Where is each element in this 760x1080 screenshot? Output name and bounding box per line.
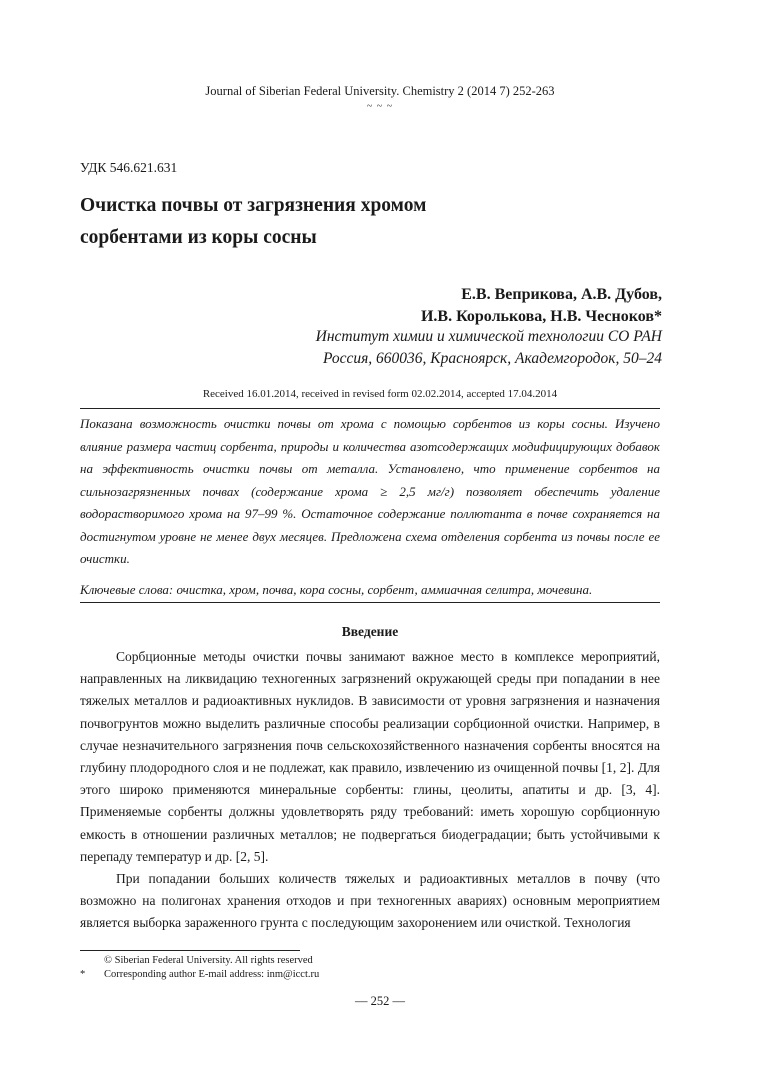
- header-separator: ~ ~ ~: [366, 101, 394, 112]
- footnotes: [80, 954, 319, 982]
- page-number: — 252 —: [355, 994, 405, 1008]
- corresponding-author: Corresponding author E-mail address: inm@icct.ru: [104, 969, 320, 980]
- title-line-1: Очистка почвы от загрязнения хромом: [80, 195, 427, 216]
- authors-line-1: Е.В. Веприкова, А.В. Дубов,: [461, 286, 662, 303]
- affiliation: [316, 326, 662, 370]
- affiliation-line-1: Институт химии и химической технологии СО РАН: [315, 328, 662, 345]
- paragraph: Сорбционные методы очистки почвы занимают важное место в комплексе мероприятий, направленных на ликвидацию техногенных загрязнений окружающей среды при попадании в нее тяжелых металлов и радиоактивных нуклидов. В зависимости от уровня загрязнения и назначения почвогрунтов можно выделить различные способы реализации сорбционной очистки. Например, в случае незначительного загрязнения почв сельскохозяйственного назначения сорбенты вносятся на глубину плодородного слоя и не подлежат, как правило, извлечению из очищенной почвы [1, 2]. Для этого широко применяются минеральные сорбенты: глины, цеолиты, апатиты и др. [3, 4]. Применяемые сорбенты должны удовлетворять ряду требований: иметь хорошую сорбционную емкость в отношении различных металлов; не подвергаться биодеградации; быть устойчивыми к перепаду температур и др. [2, 5].: [80, 649, 660, 864]
- footnote-copyright: [80, 954, 319, 968]
- paragraph: При попадании больших количеств тяжелых и радиоактивных металлов в почву (что возможно на полигонах хранения отходов и при техногенных авариях) основным мероприятием является выборка зараженного грунта с последующим захоронением или очисткой. Технология: [80, 871, 660, 931]
- udc-code: УДК 546.621.631: [80, 160, 178, 175]
- copyright-text: © Siberian Federal University. All rights reserved: [104, 955, 313, 966]
- keywords: Ключевые слова: очистка, хром, почва, кора сосны, сорбент, аммиачная селитра, мочевина.: [80, 582, 593, 597]
- article-title: [80, 190, 640, 254]
- received-dates: Received 16.01.2014, received in revised form 02.02.2014, accepted 17.04.2014: [202, 388, 558, 400]
- authors: [421, 284, 662, 328]
- footnote-mark: *: [80, 969, 86, 980]
- title-line-2: сорбентами из коры сосны: [80, 227, 317, 248]
- abstract-bottom-rule: [80, 602, 660, 603]
- body-text: [80, 646, 660, 935]
- footnote-rule: [80, 950, 300, 951]
- abstract: Показана возможность очистки почвы от хрома с помощью сорбентов из коры сосны. Изучено влияние размера частиц сорбента, природы и количества азотсодержащих модифицирующих добавок на эффективность очистки почвы от металла. Установлено, что применение сорбентов на сильнозагрязненных почвах (содержание хрома ≥ 2,5 мг/г) позволяет обеспечить удаление водорастворимого хрома на 97–99 %. Остаточное содержание поллютанта в почве сохраняется на достигнутом уровне не менее двух месяцев. Предложена схема отделения сорбента из почвы после ее очистки.: [80, 416, 660, 566]
- footnote-corresponding: [80, 968, 319, 982]
- affiliation-line-2: Россия, 660036, Красноярск, Академгородок, 50–24: [322, 350, 662, 367]
- journal-header: Journal of Siberian Federal University. Chemistry 2 (2014 7) 252-263: [205, 84, 555, 98]
- abstract-top-rule: [80, 408, 660, 409]
- section-title: Введение: [341, 624, 399, 639]
- authors-line-2: И.В. Королькова, Н.В. Чесноков*: [420, 308, 662, 325]
